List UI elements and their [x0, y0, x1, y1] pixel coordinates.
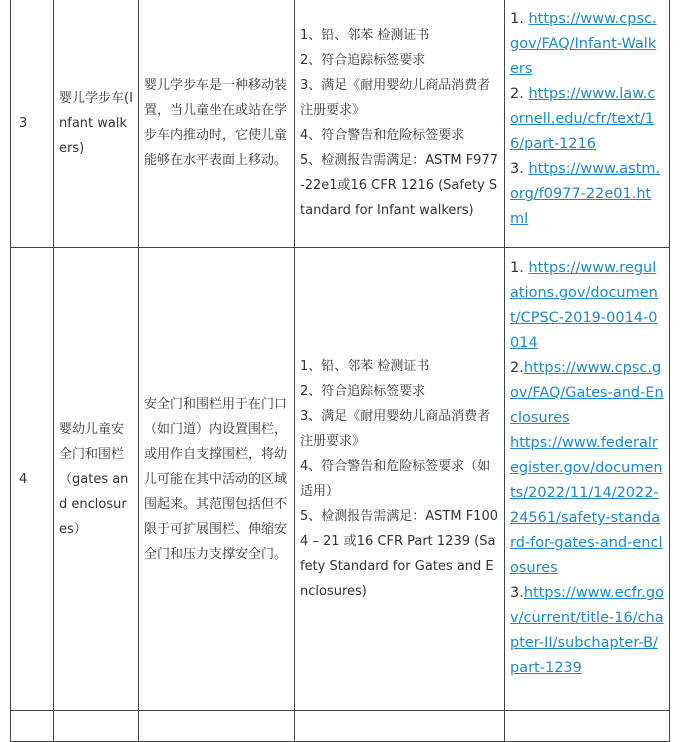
empty-cell — [11, 711, 54, 742]
empty-cell — [139, 711, 295, 742]
reference-link[interactable]: https://www.cpsc.gov/FAQ/Infant-Walkers — [510, 11, 657, 77]
requirement-item: 1、铅、邻苯 检测证书 — [300, 359, 430, 374]
table-row — [11, 248, 670, 711]
reference-link[interactable]: https://www.law.cornell.edu/cfr/text/16/part-1216 — [510, 86, 656, 152]
requirement-item: 4、符合警告和危险标签要求（如适用） — [300, 459, 491, 499]
reference-link[interactable]: https://www.astm.org/f0977-22e01.html — [510, 161, 661, 227]
row-number: 4 — [11, 248, 54, 711]
requirement-item: 5、检测报告需满足：ASTM F1004 – 21 或16 CFR Part 1239 (Safety Standard for Gates and Enclosures) — [300, 509, 498, 599]
reference-link[interactable]: https://www.ecfr.gov/current/title-16/chapter-II/subchapter-B/part-1239 — [510, 585, 664, 676]
reference-link[interactable]: https://www.regulations.gov/document/CPSC-2019-0014-0014 — [510, 260, 658, 351]
reference-links — [505, 248, 670, 711]
empty-cell — [295, 711, 505, 742]
link-item: 1. https://www.cpsc.gov/FAQ/Infant-Walkers — [510, 11, 657, 77]
table-row — [11, 0, 670, 248]
requirement-item: 4、符合警告和危险标签要求 — [300, 128, 465, 143]
link-item — [510, 431, 664, 581]
table-row-partial — [11, 711, 670, 742]
link-item: 2. https://www.law.cornell.edu/cfr/text/16/part-1216 — [510, 86, 656, 152]
link-item: 3.https://www.ecfr.gov/current/title-16/chapter-II/subchapter-B/part-1239 — [510, 585, 664, 676]
product-description: 婴儿学步车是一种移动装置，当儿童坐在或站在学步车内推动时，它使儿童能够在水平表面上移动。 — [139, 0, 295, 248]
product-requirements-table — [10, 0, 670, 742]
empty-cell — [54, 711, 139, 742]
row-number: 3 — [11, 0, 54, 248]
requirement-item: 2、符合追踪标签要求 — [300, 53, 426, 68]
reference-link[interactable]: https://www.federalregister.gov/documents/2022/11/14/2022-24561/safety-standard-for-gates-and-enclosures — [510, 435, 663, 576]
requirements-list — [295, 0, 505, 248]
product-description: 安全门和围栏用于在门口（如门道）内设置围栏，或用作自支撑围栏，将幼儿可能在其中活动的区域围起来。其范围包括但不限于可扩展围栏、伸缩安全门和压力支撑安全门。 — [139, 248, 295, 711]
link-item: 2.https://www.cpsc.gov/FAQ/Gates-and-Enclosures — [510, 360, 664, 426]
link-item: 3. https://www.astm.org/f0977-22e01.html — [510, 161, 661, 227]
requirement-item: 3、满足《耐用婴幼儿商品消费者注册要求》 — [300, 78, 491, 118]
reference-links — [505, 0, 670, 248]
requirement-item: 3、满足《耐用婴幼儿商品消费者注册要求》 — [300, 409, 491, 449]
product-name: 婴幼儿童安全门和围栏 （gates and enclosures） — [54, 248, 139, 711]
requirements-list — [295, 248, 505, 711]
requirement-item: 2、符合追踪标签要求 — [300, 384, 426, 399]
requirement-item: 5、检测报告需满足：ASTM F977-22e1或16 CFR 1216 (Safety Standard for Infant walkers) — [300, 153, 498, 218]
link-item: 1. https://www.regulations.gov/document/CPSC-2019-0014-0014 — [510, 260, 658, 351]
empty-cell — [505, 711, 670, 742]
requirement-item: 1、铅、邻苯 检测证书 — [300, 28, 430, 43]
product-name: 婴儿学步车(Infant walkers) — [54, 0, 139, 248]
reference-link[interactable]: https://www.cpsc.gov/FAQ/Gates-and-Enclosures — [510, 360, 664, 426]
